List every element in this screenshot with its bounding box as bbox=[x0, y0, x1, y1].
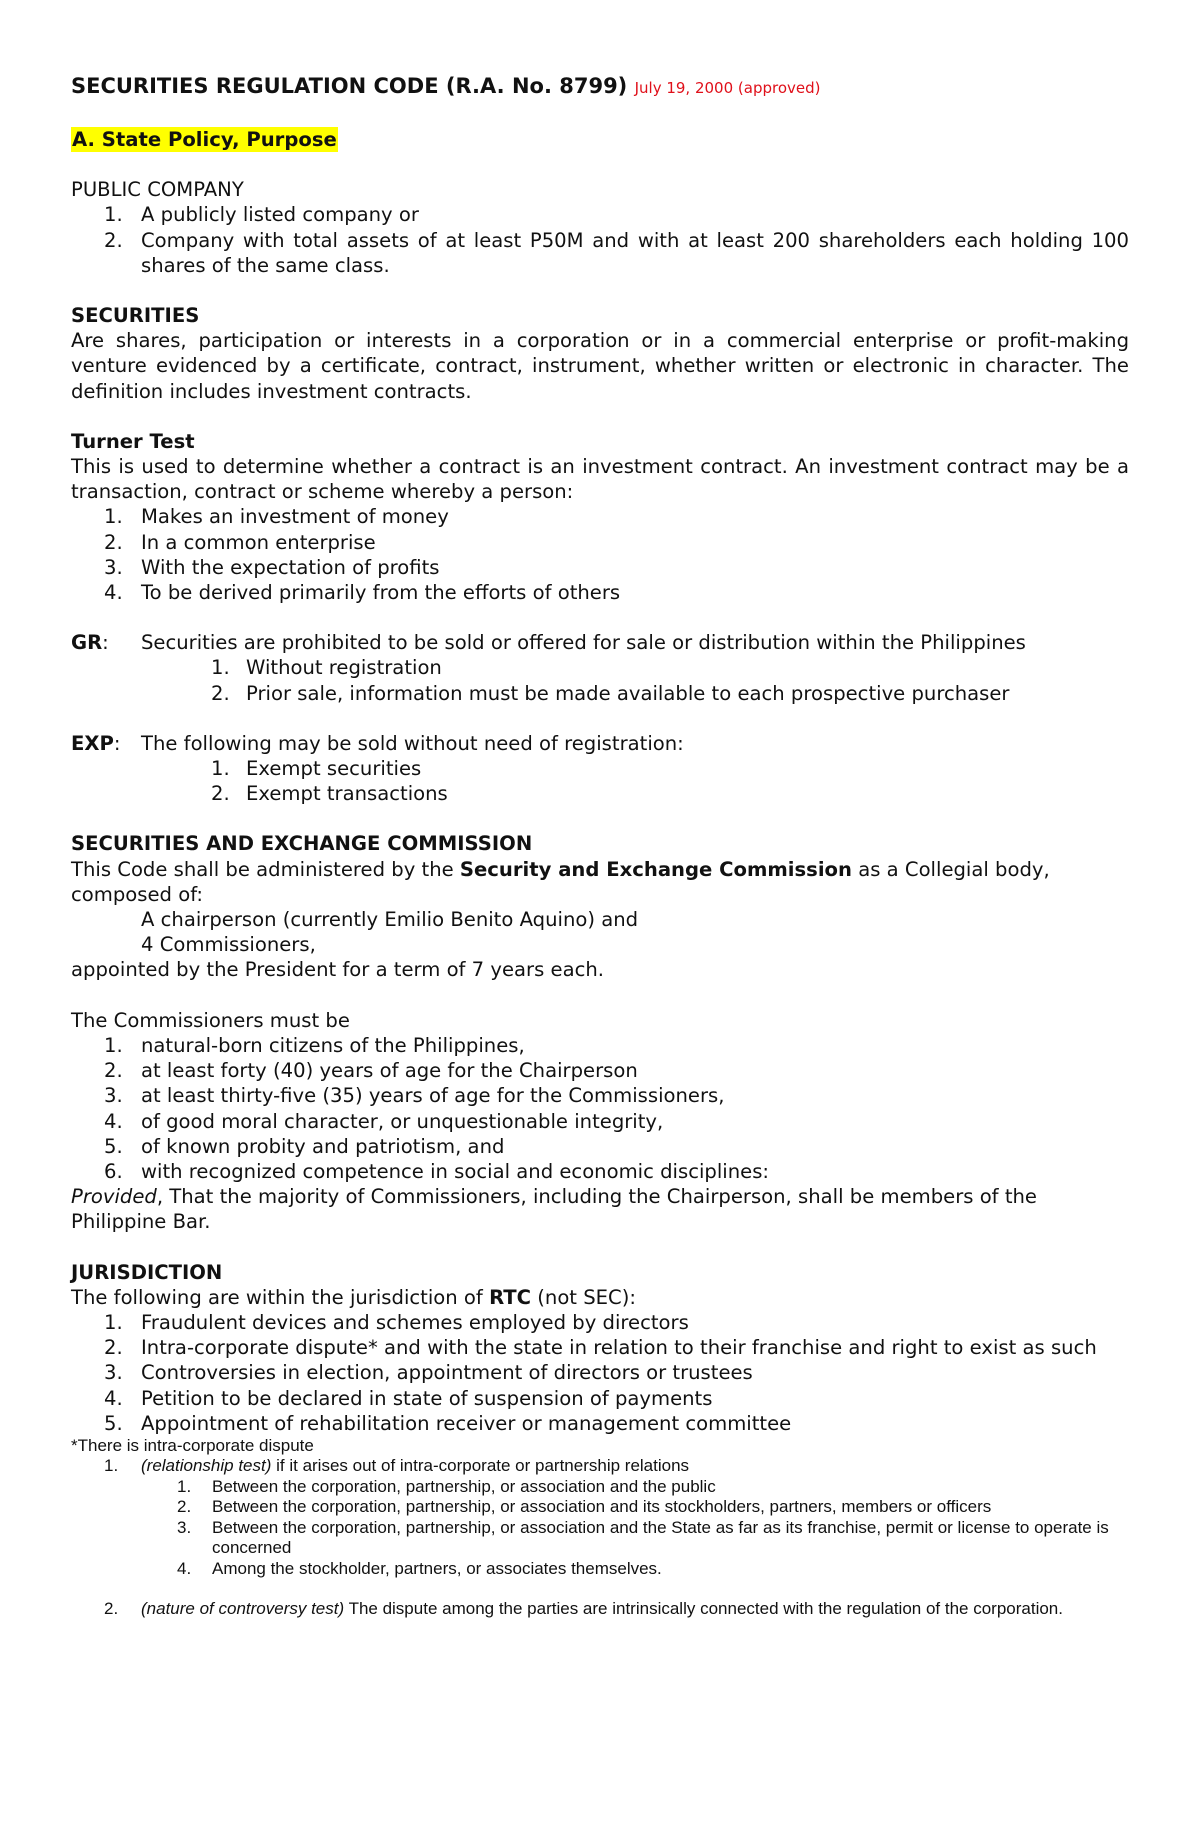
jurisdiction-heading: JURISDICTION bbox=[71, 1260, 223, 1284]
commissioners-list bbox=[71, 1033, 1129, 1184]
section-a-heading: A. State Policy, Purpose bbox=[72, 128, 337, 151]
public-company-heading: PUBLIC COMPANY bbox=[71, 178, 244, 202]
list-item: 5. of known probity and patriotism, and bbox=[104, 1134, 505, 1158]
turner-test-text: This is used to determine whether a contract is an investment contract. An investment contract may be a transaction, contract or scheme whereby a person: bbox=[71, 455, 1129, 504]
commissioners-intro: The Commissioners must be bbox=[71, 1008, 350, 1032]
sec-line-appointed: appointed by the President for a term of 7 years each. bbox=[71, 958, 605, 982]
general-rule: GR: Securities are prohibited to be sold or offered for sale or distribution within the Philippines bbox=[71, 631, 1026, 655]
title-main: SECURITIES REGULATION CODE (R.A. No. 8799) bbox=[71, 74, 628, 98]
footnote-section bbox=[71, 1436, 1129, 1620]
list-item: 2. (nature of controversy test) The dispute among the parties are intrinsically connected with the regulation of the corporation. bbox=[104, 1599, 1063, 1619]
list-item: 3. Between the corporation, partnership, or association and the State as far as its franchise, permit or license to operate is concerned bbox=[177, 1517, 1109, 1558]
exp-list bbox=[71, 756, 1129, 806]
gr-label: GR bbox=[71, 631, 103, 655]
list-item: 1. natural-born citizens of the Philippines, bbox=[104, 1033, 525, 1057]
list-item: 1. Exempt securities bbox=[211, 757, 422, 781]
list-item: 4. of good moral character, or unquestionable integrity, bbox=[104, 1109, 664, 1133]
relationship-test-sublist bbox=[71, 1477, 1129, 1580]
turner-test-list bbox=[71, 504, 1129, 605]
list-item: 1. Fraudulent devices and schemes employed by directors bbox=[104, 1310, 689, 1334]
jurisdiction-intro: The following are within the jurisdiction of RTC (not SEC): bbox=[71, 1285, 636, 1309]
list-item: 3. Controversies in election, appointment of directors or trustees bbox=[104, 1361, 753, 1385]
list-item: 6. with recognized competence in social and economic disciplines: bbox=[104, 1159, 770, 1183]
provided-clause: Provided, That the majority of Commissioners, including the Chairperson, shall be members of the Philippine Bar. bbox=[71, 1185, 1037, 1234]
list-item: 2. Between the corporation, partnership, or association and its stockholders, partners, members or officers bbox=[177, 1497, 992, 1517]
list-item: 3. With the expectation of profits bbox=[104, 555, 440, 579]
sec-text: This Code shall be administered by the Security and Exchange Commission as a Collegial body, composed of: bbox=[71, 857, 1050, 906]
document-page bbox=[71, 72, 1129, 1620]
list-item: 4. Petition to be declared in state of suspension of payments bbox=[104, 1386, 713, 1410]
sec-heading: SECURITIES AND EXCHANGE COMMISSION bbox=[71, 832, 533, 856]
list-item: 5. Appointment of rehabilitation receiver or management committee bbox=[104, 1411, 792, 1435]
list-item: 4. Among the stockholder, partners, or associates themselves. bbox=[177, 1558, 662, 1578]
list-item: 1. A publicly listed company or bbox=[104, 203, 419, 227]
sec-line-chairperson: A chairperson (currently Emilio Benito Aquino) and bbox=[141, 908, 639, 932]
list-item: 4. To be derived primarily from the efforts of others bbox=[104, 581, 621, 605]
sec-line-commissioners: 4 Commissioners, bbox=[141, 933, 316, 957]
list-item: 2. Prior sale, information must be made available to each prospective purchaser bbox=[211, 681, 1010, 705]
list-item: 1. Between the corporation, partnership, or association and the public bbox=[177, 1476, 716, 1496]
securities-definition: Are shares, participation or interests in a corporation or in a commercial enterprise or profit-making venture evidenced by a certificate, contract, instrument, whether written or electronic in character. The definition includes investment contracts. bbox=[71, 329, 1129, 403]
list-item: 3. at least thirty-five (35) years of age for the Commissioners, bbox=[104, 1084, 725, 1108]
document-title bbox=[71, 72, 1129, 102]
exception: EXP: The following may be sold without need of registration: bbox=[71, 731, 684, 755]
list-item: 2. at least forty (40) years of age for the Chairperson bbox=[104, 1059, 638, 1083]
jurisdiction-list bbox=[71, 1310, 1129, 1436]
securities-heading: SECURITIES bbox=[71, 304, 200, 328]
list-item: 1. Without registration bbox=[211, 656, 442, 680]
footnote-tests-list bbox=[71, 1456, 1129, 1477]
list-item: 1. Makes an investment of money bbox=[104, 505, 449, 529]
list-item: 2. Exempt transactions bbox=[211, 782, 448, 806]
list-item: 1. (relationship test) if it arises out of intra-corporate or partnership relations bbox=[104, 1456, 690, 1476]
footnote-tests-list-2 bbox=[71, 1599, 1129, 1620]
exp-text: The following may be sold without need of registration: bbox=[141, 731, 684, 755]
list-item: 2. Intra-corporate dispute* and with the state in relation to their franchise and right to exist as such bbox=[104, 1336, 1097, 1360]
list-item: 2. Company with total assets of at least P50M and with at least 200 shareholders each holding 100 shares of the same class. bbox=[104, 228, 1129, 277]
gr-text: Securities are prohibited to be sold or offered for sale or distribution within the Philippines bbox=[141, 631, 1026, 655]
gr-list bbox=[71, 655, 1129, 705]
public-company-list bbox=[71, 202, 1129, 278]
list-item: 2. In a common enterprise bbox=[104, 530, 376, 554]
title-date: July 19, 2000 (approved) bbox=[634, 79, 821, 97]
turner-test-heading: Turner Test bbox=[71, 429, 195, 453]
exp-label: EXP bbox=[71, 731, 114, 755]
footnote-heading: *There is intra-corporate dispute bbox=[71, 1435, 314, 1455]
